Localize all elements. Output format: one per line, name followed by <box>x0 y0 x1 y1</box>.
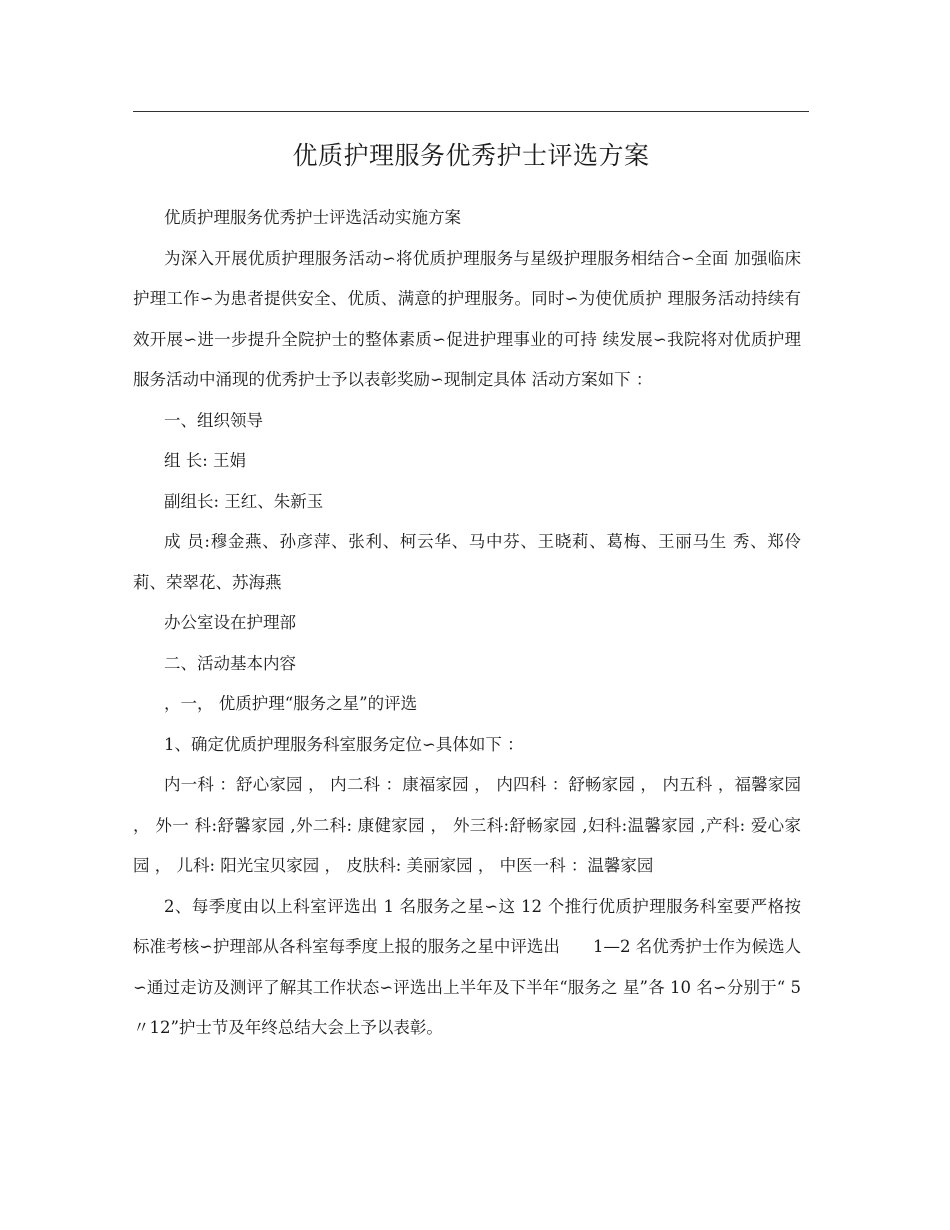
header-divider <box>133 111 809 112</box>
document-body <box>133 198 801 1049</box>
item-1-heading: 1、确定优质护理服务科室服务定位∽具体如下 ： <box>164 734 524 754</box>
team-leader-line: 组 长: 王娟 <box>164 451 247 470</box>
office-line: 办公室设在护理部 <box>164 613 296 632</box>
subtitle-paragraph: 优质护理服务优秀护士评选活动实施方案 <box>164 208 461 227</box>
members-paragraph: 成 员:穆金燕、孙彦萍、张利、柯云华、马中芬、王晓莉、葛梅、王丽马生 秀、郑伶莉、荣翠花、苏海燕 <box>133 532 801 592</box>
document-title: 优质护理服务优秀护士评选方案 <box>292 141 650 170</box>
section-heading-organization: 一、组织领导 <box>164 410 263 430</box>
subsection-heading-service-star: ，一， 优质护理“服务之星”的评选 <box>164 694 418 713</box>
item-2-paragraph: 2、每季度由以上科室评选出 1 名服务之星∽这 12 个推行优质护理服务科室要严格按标准考核∽护理部从各科室每季度上报的服务之星中评选出 1—2 名优秀护士作为候选人∽通过走访及测评了解其工作状态∽评选出上半年及下半年“服务之 星”各 10 名∽分别于“ 5〃12”护士节及年终总结大会上予以表彰。 <box>133 896 801 1037</box>
deputy-leader-line: 副组长: 王红、朱新玉 <box>164 491 324 511</box>
department-list-paragraph: 内一科 ：舒心家园 ， 内二科 ：康福家园 ， 内四科 ：舒畅家园 ， 内五科 ，福馨家园 ， 外一 科:舒馨家园 ,外二科: 康健家园 ， 外三科:舒畅家园 ,妇科:温馨家园 ,产科: 爱心家园 ， 儿科: 阳光宝贝家园 ， 皮肤科: 美丽家园 ， 中医一科 ：温馨家园 <box>133 775 801 875</box>
intro-paragraph: 为深入开展优质护理服务活动∽将优质护理服务与星级护理服务相结合∽全面 加强临床护理工作∽为患者提供安全、优质、满意的护理服务。同时∽为使优质护 理服务活动持续有效开展∽进一步提升全院护士的整体素质∽促进护理事业的可持 续发展∽我院将对优质护理服务活动中涌现的优秀护士予以表彰奖励∽现制定具体 活动方案如下 ： <box>133 248 801 389</box>
section-heading-activity: 二、活动基本内容 <box>164 653 296 673</box>
